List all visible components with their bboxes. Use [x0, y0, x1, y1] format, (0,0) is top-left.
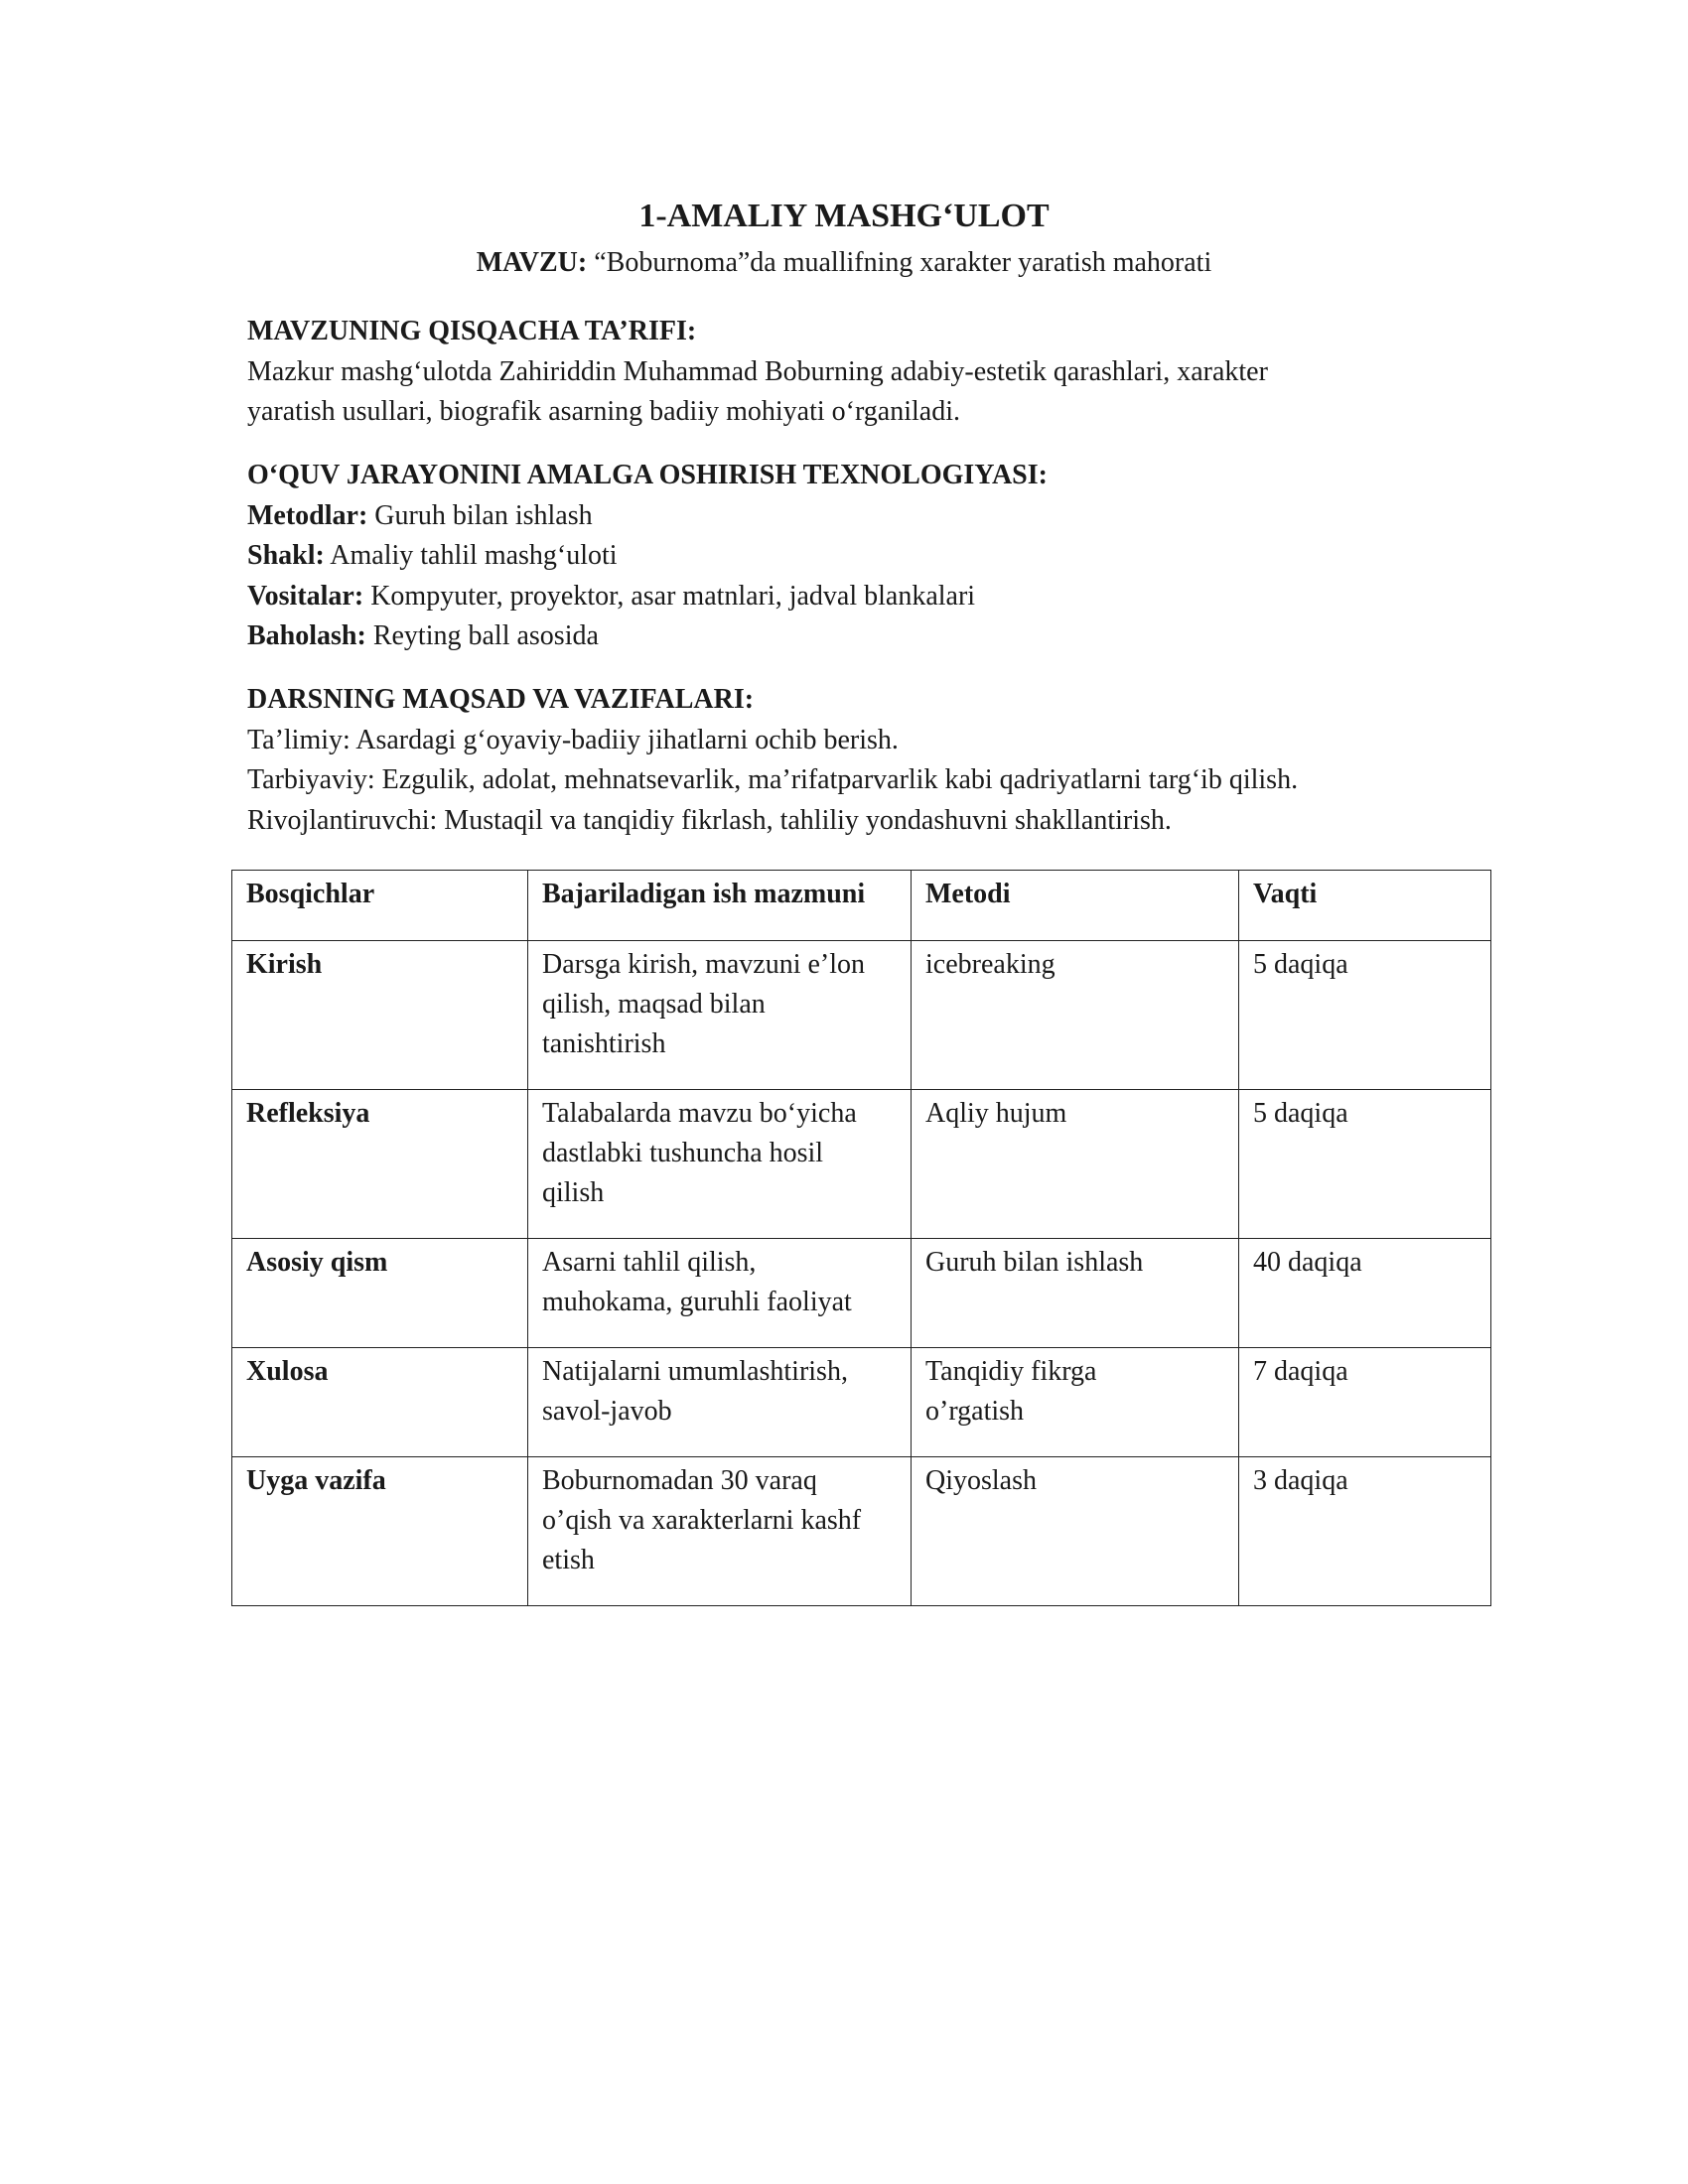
lesson-plan-table [231, 870, 1491, 1606]
time-cell: 5 daqiqa [1239, 941, 1491, 1090]
content-cell [528, 941, 912, 1090]
topic-text: “Boburnoma”da muallifning xarakter yaratish mahorati [587, 247, 1212, 278]
method-cell [912, 1239, 1239, 1348]
page-title: 1-AMALIY MASHG‘ULOT [638, 198, 1050, 234]
method-line: Qiyoslash [925, 1465, 1037, 1496]
topic-line [0, 244, 1688, 282]
content-line: Asarni tahlil qilish, [542, 1247, 757, 1278]
technology-item-tools [247, 577, 1498, 617]
content-line: Natijalarni umumlashtirish, [542, 1356, 848, 1387]
method-cell [912, 1090, 1239, 1239]
stage-cell: Uyga vazifa [232, 1457, 528, 1606]
goal-line: Ta’limiy: Asardagi g‘oyaviy-badiiy jihatlarni ochib berish. [247, 724, 899, 755]
goal-line: Tarbiyaviy: Ezgulik, adolat, mehnatsevarlik, ma’rifatparvarlik kabi qadriyatlarni targ‘ib qilish. [247, 764, 1299, 795]
technology-item-assessment [247, 616, 1498, 657]
time-cell: 3 daqiqa [1239, 1457, 1491, 1606]
table-row [232, 1239, 1491, 1348]
item-value: Reyting ball asosida [365, 620, 599, 651]
topic-label: MAVZU: [476, 247, 588, 278]
technology-heading: O‘QUV JARAYONINI AMALGA OSHIRISH TEXNOLOGIYASI: [247, 460, 1048, 490]
description-line: yaratish usullari, biografik asarning badiiy mohiyati o‘rganiladi. [247, 396, 960, 427]
item-label: Metodlar: [247, 499, 368, 531]
content-line: Darsga kirish, mavzuni e’lon [542, 949, 866, 980]
stage-cell: Kirish [232, 941, 528, 1090]
technology-item-form [247, 536, 1498, 577]
content-cell [528, 1090, 912, 1239]
method-cell [912, 1348, 1239, 1457]
stage-cell: Refleksiya [232, 1090, 528, 1239]
description-line: Mazkur mashg‘ulotda Zahiriddin Muhammad Boburning adabiy-estetik qarashlari, xarakter [247, 355, 1268, 387]
content-line: etish [542, 1545, 595, 1575]
technology-item-methods [247, 496, 1498, 537]
content-line: qilish [542, 1177, 605, 1208]
content-line: savol-javob [542, 1396, 672, 1427]
method-line: o’rgatish [925, 1396, 1025, 1427]
content-cell [528, 1457, 912, 1606]
column-header-content: Bajariladigan ish mazmuni [528, 871, 912, 941]
column-header-method: Metodi [912, 871, 1239, 941]
item-value: Kompyuter, proyektor, asar matnlari, jadval blankalari [363, 580, 976, 612]
item-value: Guruh bilan ishlash [367, 499, 593, 531]
method-line: Guruh bilan ishlash [925, 1247, 1144, 1278]
method-line: Tanqidiy fikrga [925, 1356, 1097, 1387]
content-line: muhokama, guruhli faoliyat [542, 1287, 852, 1317]
method-cell [912, 1457, 1239, 1606]
content-cell [528, 1348, 912, 1457]
time-cell: 5 daqiqa [1239, 1090, 1491, 1239]
method-cell [912, 941, 1239, 1090]
column-header-time: Vaqti [1239, 871, 1491, 941]
content-line: Boburnomadan 30 varaq [542, 1465, 817, 1496]
item-label: Vositalar: [247, 580, 364, 612]
table-row [232, 1348, 1491, 1457]
item-value: Amaliy tahlil mashg‘uloti [324, 540, 618, 571]
goals-section [247, 680, 1498, 841]
item-label: Baholash: [247, 620, 366, 651]
method-line: Aqliy hujum [925, 1098, 1067, 1129]
content-cell [528, 1239, 912, 1348]
table-row [232, 1457, 1491, 1606]
technology-section [247, 456, 1498, 657]
goal-line: Rivojlantiruvchi: Mustaqil va tanqidiy fikrlash, tahliliy yondashuvni shakllantirish. [247, 804, 1172, 836]
column-header-stages: Bosqichlar [232, 871, 528, 941]
content-line: qilish, maqsad bilan [542, 989, 766, 1020]
time-cell: 40 daqiqa [1239, 1239, 1491, 1348]
table-row [232, 1090, 1491, 1239]
content-line: dastlabki tushuncha hosil [542, 1138, 824, 1168]
table-header-row [232, 871, 1491, 941]
item-label: Shakl: [247, 540, 325, 571]
description-section [247, 312, 1498, 433]
time-cell: 7 daqiqa [1239, 1348, 1491, 1457]
stage-cell: Asosiy qism [232, 1239, 528, 1348]
method-line: icebreaking [925, 949, 1055, 980]
content-line: tanishtirish [542, 1028, 666, 1059]
description-heading: MAVZUNING QISQACHA TA’RIFI: [247, 316, 697, 346]
content-line: o’qish va xarakterlarni kashf [542, 1505, 862, 1536]
table-row [232, 941, 1491, 1090]
stage-cell: Xulosa [232, 1348, 528, 1457]
goals-heading: DARSNING MAQSAD VA VAZIFALARI: [247, 684, 755, 715]
content-line: Talabalarda mavzu bo‘yicha [542, 1098, 857, 1129]
